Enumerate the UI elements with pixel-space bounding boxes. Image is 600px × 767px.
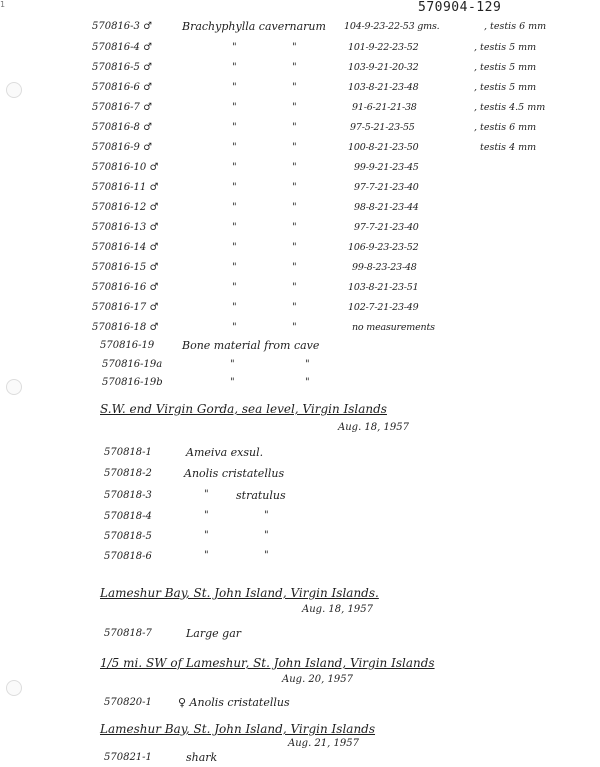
entry-note: , testis 6 mm xyxy=(474,122,537,133)
catalog-number: 570818-1 xyxy=(104,447,152,458)
ditto-mark: " xyxy=(204,550,209,561)
measurements: 99-8-23-23-48 xyxy=(352,262,417,273)
ditto-mark: " xyxy=(232,42,237,53)
locality-heading: Lameshur Bay, St. John Island, Virgin Islands. xyxy=(100,586,379,600)
measurements: 103-8-21-23-51 xyxy=(348,282,419,293)
collection-date: Aug. 18, 1957 xyxy=(302,604,373,615)
catalog-number: 570816-16 ♂ xyxy=(92,282,159,293)
measurements: 97-5-21-23-55 xyxy=(350,122,415,133)
ditto-mark: " xyxy=(232,322,237,333)
ditto-mark: " xyxy=(232,162,237,173)
ditto-mark: " xyxy=(292,162,297,173)
catalog-number: 570816-18 ♂ xyxy=(92,322,159,333)
catalog-number: 570818-6 xyxy=(104,551,152,562)
catalog-number: 570818-4 xyxy=(104,511,152,522)
measurements: 106-9-23-23-52 xyxy=(348,242,419,253)
page-number: 570904-129 xyxy=(418,0,502,15)
species-name: ♀ Anolis cristatellus xyxy=(178,696,290,709)
punch-hole-top xyxy=(6,82,22,98)
catalog-number: 570816-9 ♂ xyxy=(92,142,153,153)
catalog-number: 570816-17 ♂ xyxy=(92,302,159,313)
catalog-number: 570818-7 xyxy=(104,628,152,639)
catalog-number: 570816-4 ♂ xyxy=(92,42,153,53)
entry-note: , testis 5 mm xyxy=(474,62,537,73)
ditto-mark: " xyxy=(232,282,237,293)
catalog-number: 570816-5 ♂ xyxy=(92,62,153,73)
ditto-mark: " xyxy=(264,530,269,541)
catalog-number: 570818-3 xyxy=(104,490,152,501)
measurements: 101-9-22-23-52 xyxy=(348,42,419,53)
ditto-mark: " xyxy=(232,62,237,73)
species-name: stratulus xyxy=(236,489,286,502)
entry-note: testis 4 mm xyxy=(480,142,537,153)
locality-heading: 1/5 mi. SW of Lameshur, St. John Island, Virgin Islands xyxy=(100,656,435,670)
ditto-mark: " xyxy=(292,302,297,313)
ditto-mark: " xyxy=(292,82,297,93)
catalog-number: 570816-11 ♂ xyxy=(92,182,159,193)
measurements: 103-8-21-23-48 xyxy=(348,82,419,93)
ditto-mark: " xyxy=(232,142,237,153)
collection-date: Aug. 21, 1957 xyxy=(288,738,359,749)
species-name: Large gar xyxy=(186,627,242,640)
catalog-number: 570816-6 ♂ xyxy=(92,82,153,93)
catalog-number: 570820-1 xyxy=(104,697,152,708)
ditto-mark: " xyxy=(292,282,297,293)
catalog-number: 570816-14 ♂ xyxy=(92,242,159,253)
species-name: Brachyphylla cavernarum xyxy=(182,20,326,33)
measurements: 103-9-21-20-32 xyxy=(348,62,419,73)
catalog-number: 570816-3 ♂ xyxy=(92,21,153,32)
measurements: 100-8-21-23-50 xyxy=(348,142,419,153)
ditto-mark: " xyxy=(232,82,237,93)
catalog-number: 570821-1 xyxy=(104,752,152,763)
ditto-mark: " xyxy=(292,182,297,193)
ditto-mark: " xyxy=(232,102,237,113)
catalog-number: 570816-13 ♂ xyxy=(92,222,159,233)
catalog-number: 570816-19b xyxy=(102,377,163,388)
collection-date: Aug. 18, 1957 xyxy=(338,422,409,433)
measurements: 99-9-21-23-45 xyxy=(354,162,419,173)
catalog-number: 570816-19 xyxy=(100,340,155,351)
ditto-mark: " xyxy=(232,202,237,213)
measurements: 91-6-21-21-38 xyxy=(352,102,417,113)
ditto-mark: " xyxy=(232,122,237,133)
entry-note: , testis 6 mm xyxy=(484,21,547,32)
locality-heading: S.W. end Virgin Gorda, sea level, Virgin Islands xyxy=(100,402,387,416)
margin-mark: 1 xyxy=(0,0,6,9)
ditto-mark: " xyxy=(305,377,310,388)
species-name: Anolis cristatellus xyxy=(184,467,285,480)
entry-note: , testis 4.5 mm xyxy=(474,102,546,113)
punch-hole-bottom xyxy=(6,680,22,696)
locality-heading: Lameshur Bay, St. John Island, Virgin Islands xyxy=(100,722,376,736)
entry-note: , testis 5 mm xyxy=(474,42,537,53)
catalog-number: 570818-2 xyxy=(104,468,152,479)
ditto-mark: " xyxy=(230,359,235,370)
measurements: 102-7-21-23-49 xyxy=(348,302,419,313)
ditto-mark: " xyxy=(292,42,297,53)
ditto-mark: " xyxy=(204,489,209,500)
catalog-number: 570816-10 ♂ xyxy=(92,162,159,173)
species-name: shark xyxy=(186,751,218,764)
punch-hole-middle xyxy=(6,379,22,395)
ditto-mark: " xyxy=(204,530,209,541)
ditto-mark: " xyxy=(204,510,209,521)
entry-note: , testis 5 mm xyxy=(474,82,537,93)
ditto-mark: " xyxy=(292,322,297,333)
catalog-number: 570816-7 ♂ xyxy=(92,102,153,113)
ditto-mark: " xyxy=(292,62,297,73)
ditto-mark: " xyxy=(230,377,235,388)
ditto-mark: " xyxy=(232,222,237,233)
measurements: 104-9-23-22-53 gms. xyxy=(344,21,440,32)
catalog-number: 570816-15 ♂ xyxy=(92,262,159,273)
catalog-number: 570818-5 xyxy=(104,531,152,542)
catalog-number: 570816-19a xyxy=(102,359,163,370)
ditto-mark: " xyxy=(292,102,297,113)
collection-date: Aug. 20, 1957 xyxy=(282,674,353,685)
ditto-mark: " xyxy=(292,242,297,253)
catalog-number: 570816-12 ♂ xyxy=(92,202,159,213)
ditto-mark: " xyxy=(232,242,237,253)
ditto-mark: " xyxy=(232,302,237,313)
measurements: 98-8-21-23-44 xyxy=(354,202,419,213)
measurements: 97-7-21-23-40 xyxy=(354,222,419,233)
measurements: no measurements xyxy=(352,322,435,333)
ditto-mark: " xyxy=(292,202,297,213)
measurements: 97-7-21-23-40 xyxy=(354,182,419,193)
species-name: Ameiva exsul. xyxy=(186,446,264,459)
ditto-mark: " xyxy=(232,262,237,273)
ditto-mark: " xyxy=(305,359,310,370)
ditto-mark: " xyxy=(292,222,297,233)
species-name: Bone material from cave xyxy=(182,339,320,352)
ditto-mark: " xyxy=(232,182,237,193)
ditto-mark: " xyxy=(292,262,297,273)
ditto-mark: " xyxy=(264,550,269,561)
ditto-mark: " xyxy=(264,510,269,521)
ditto-mark: " xyxy=(292,122,297,133)
ditto-mark: " xyxy=(292,142,297,153)
catalog-number: 570816-8 ♂ xyxy=(92,122,153,133)
